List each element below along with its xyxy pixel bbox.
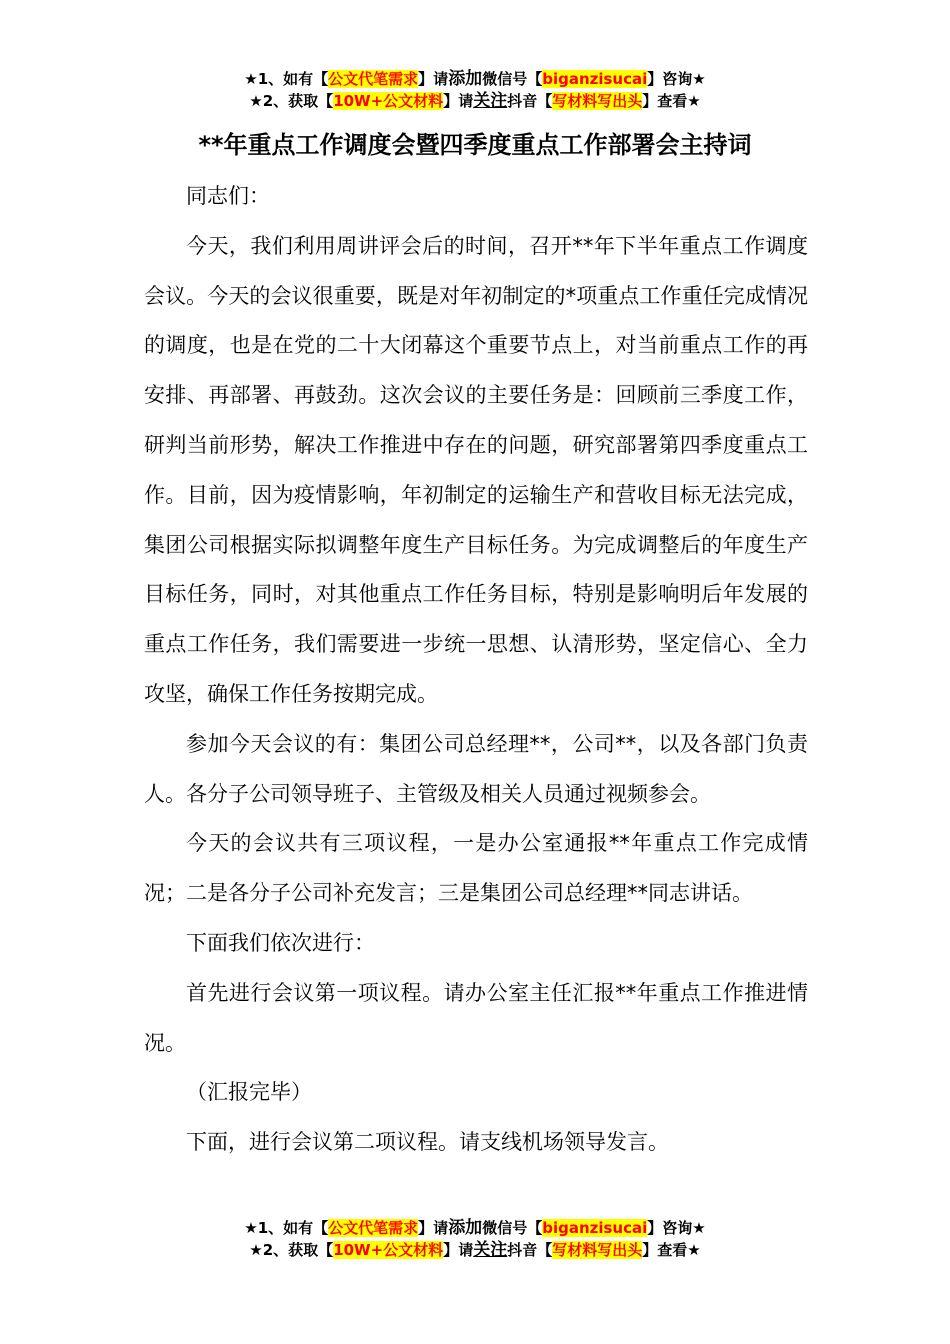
highlight-materials: 10W+公文材料: [333, 92, 444, 110]
highlight-wechat-id: biganzisucai: [542, 1219, 648, 1237]
bottom-promo-banner: [0, 1217, 950, 1261]
top-promo-banner: [0, 68, 950, 112]
highlight-douyin: 写材料写出头: [552, 1241, 643, 1259]
promo-line-2: ★2、获取【10W+公文材料】请关注抖音【写材料写出头】查看★: [249, 1240, 701, 1260]
document-title: **年重点工作调度会暨四季度重点工作部署会主持词: [198, 131, 752, 159]
highlight-wechat-id: biganzisucai: [542, 70, 648, 88]
paragraph-item-two: 下面，进行会议第二项议程。请支线机场领导发言。: [186, 1130, 669, 1155]
highlight-materials: 10W+公文材料: [333, 1241, 444, 1259]
promo-line-1: ★1、如有【公文代笔需求】请添加微信号【biganzisucai】咨询★: [244, 1218, 706, 1238]
paragraph-salutation: 同志们：: [186, 184, 270, 208]
paragraph-proceed: 下面我们依次进行：: [186, 930, 375, 955]
paragraph-intro: 今天，我们利用周讲评会后的时间，召开**年下半年重点工作调度会议。今天的会议很重要，既是对年初制定的*项重点工作重任完成情况的调度，也是在党的二十大闭幕这个重要节点上，对当前重点工作的再安排、再部署、再鼓劲。这次会议的主要任务是：回顾前三季度工作，研判当前形势，解决工作推进中存在的问题，研究部署第四季度重点工作。目前，因为疫情影响，年初制定的运输生产和营收目标无法完成，集团公司根据实际拟调整年度生产目标任务。为完成调整后的年度生产目标任务，同时，对其他重点工作任务目标，特别是影响明后年发展的重点工作任务，我们需要进一步统一思想、认清形势，坚定信心、全力攻坚，确保工作任务按期完成。: [144, 233, 808, 706]
paragraph-item-one: 首先进行会议第一项议程。请办公室主任汇报**年重点工作推进情况。: [144, 980, 808, 1055]
promo-line-2: ★2、获取【10W+公文材料】请关注抖音【写材料写出头】查看★: [249, 91, 701, 111]
paragraph-report-done: （汇报完毕）: [186, 1080, 312, 1105]
paragraph-attendees: 参加今天会议的有：集团公司总经理**，公司**，以及各部门负责人。各分子公司领导班子、主管级及相关人员通过视频参会。: [144, 731, 808, 806]
highlight-ghostwriting: 公文代笔需求: [328, 70, 419, 88]
promo-line-1: ★1、如有【公文代笔需求】请添加微信号【biganzisucai】咨询★: [244, 69, 706, 89]
highlight-douyin: 写材料写出头: [552, 92, 643, 110]
highlight-ghostwriting: 公文代笔需求: [328, 1219, 419, 1237]
document-body: [144, 172, 808, 1168]
paragraph-agenda: 今天的会议共有三项议程，一是办公室通报**年重点工作完成情况；二是各分子公司补充发言；三是集团公司总经理**同志讲话。: [144, 831, 808, 906]
